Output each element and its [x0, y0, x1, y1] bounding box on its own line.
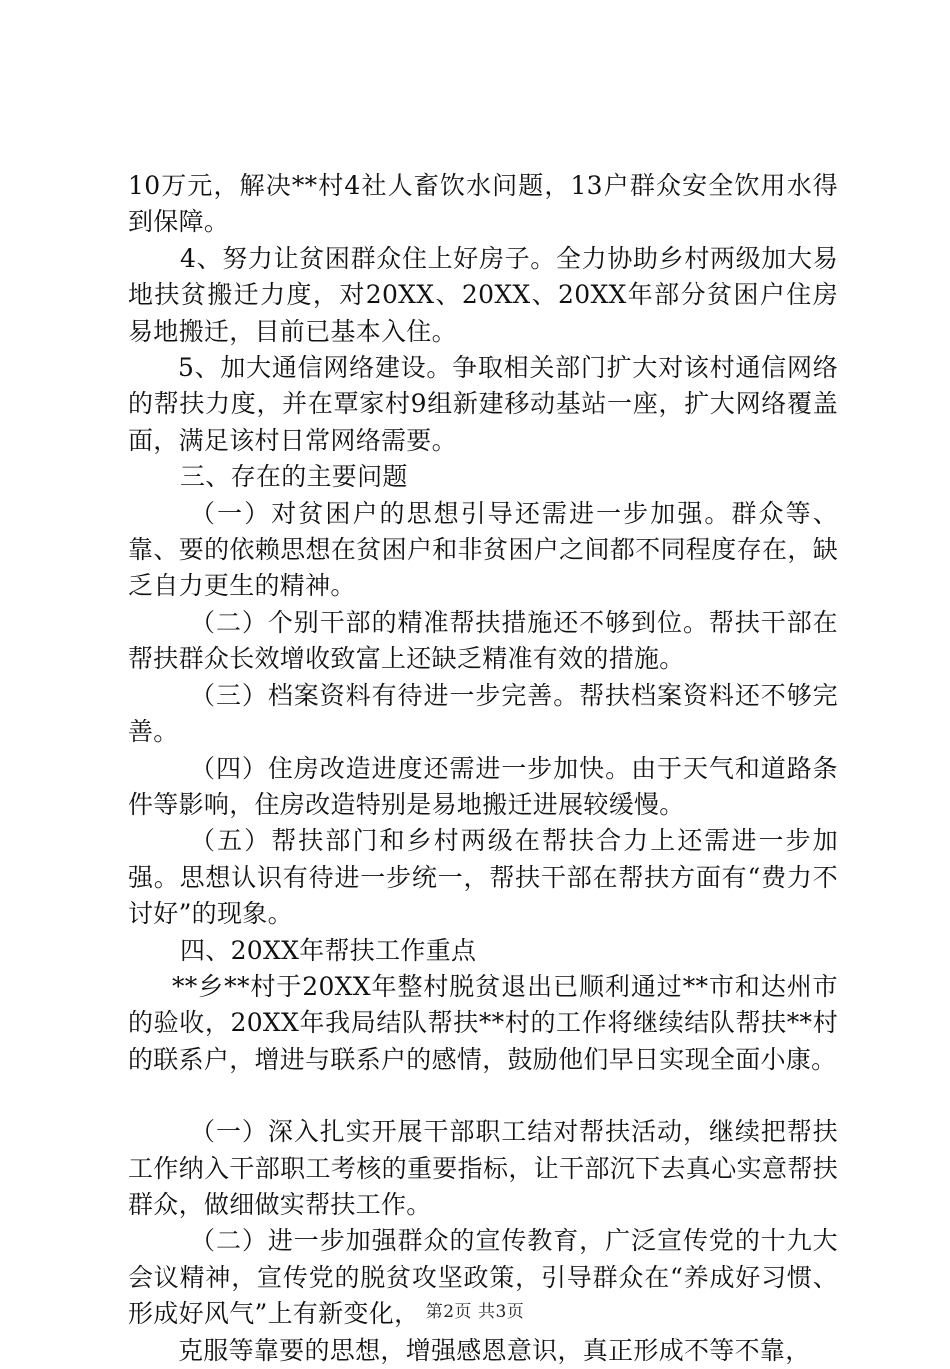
paragraph-priorities-intro: **乡**村于20XX年整村脱贫退出已顺利通过**市和达州市的验收，20XX年我局结队帮扶**村的工作将继续结队帮扶**村的联系户，增进与联系户的感情，鼓励他们早日实现全面小康。 [128, 971, 838, 1074]
paragraph-housing: 4、努力让贫困群众住上好房子。全力协助乡村两级加大易地扶贫搬迁力度，对20XX、20XX、20XX年部分贫困户住房易地搬迁，目前已基本入住。 [128, 243, 838, 346]
paragraph-priority-1: （一）深入扎实开展干部职工结对帮扶活动，继续把帮扶工作纳入干部职工考核的重要指标，让干部沉下去真心实意帮扶群众，做细做实帮扶工作。 [128, 1117, 838, 1219]
paragraph-problem-3: （三）档案资料有待进一步完善。帮扶档案资料还不够完善。 [128, 680, 838, 747]
page-number-footer: 第2页 共3页 [425, 1302, 525, 1322]
section-heading-priorities: 四、20XX年帮扶工作重点 [180, 935, 477, 965]
paragraph-problem-1: （一）对贫困户的思想引导还需进一步加强。群众等、靠、要的依赖思想在贫困户和非贫困户之间都不同程度存在，缺乏自力更生的精神。 [128, 498, 838, 601]
document-body [128, 168, 838, 1369]
paragraph-priority-2: （二）进一步加强群众的宣传教育，广泛宣传党的十九大会议精神，宣传党的脱贫攻坚政策，引导群众在“养成好习惯、形成好风气”上有新变化， [128, 1226, 838, 1329]
paragraph-problem-2: （二）个别干部的精准帮扶措施还不够到位。帮扶干部在帮扶群众长效增收致富上还缺乏精准有效的措施。 [128, 607, 838, 674]
blank-line [128, 1078, 838, 1114]
paragraph-priority-2-continued: 克服等靠要的思想，增强感恩意识，真正形成不等不靠， [178, 1335, 811, 1365]
paragraph-network: 5、加大通信网络建设。争取相关部门扩大对该村通信网络的帮扶力度，并在覃家村9组新建移动基站一座，扩大网络覆盖面，满足该村日常网络需要。 [128, 353, 838, 455]
paragraph-problem-4: （四）住房改造进度还需进一步加快。由于天气和道路条件等影响，住房改造特别是易地搬迁进展较缓慢。 [128, 753, 838, 819]
paragraph-problem-5: （五）帮扶部门和乡村两级在帮扶合力上还需进一步加强。思想认识有待进一步统一，帮扶干部在帮扶方面有“费力不讨好”的现象。 [128, 826, 838, 929]
paragraph-water-results: 10万元，解决**村4社人畜饮水问题，13户群众安全饮用水得到保障。 [128, 171, 838, 237]
section-heading-problems: 三、存在的主要问题 [180, 462, 408, 492]
